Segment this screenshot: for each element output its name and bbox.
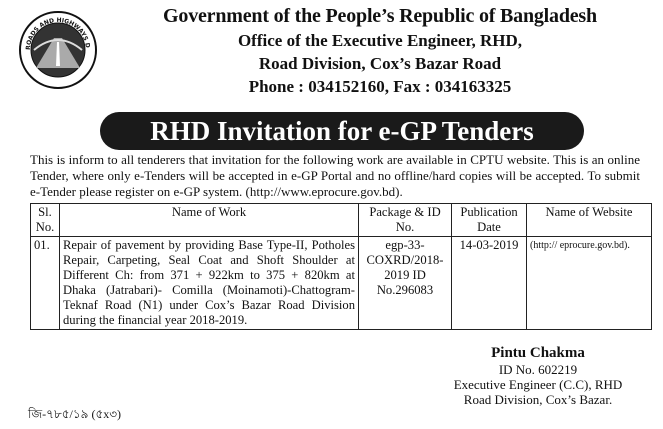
table-row	[31, 237, 652, 330]
table-header-row	[31, 204, 652, 237]
intro-text: This is inform to all tenderers that invitation for the following work are available in CPTU website. This is an online Tender, where only e-Tenders will be accepted in e-GP Portal and no offline/hard copies will be accepted. To submit e-Tender please register on e-GP system. (http://www.eprocure.gov.bd).	[30, 152, 640, 199]
col-package: Package & ID No.	[359, 204, 452, 237]
cell-package: egp-33-COXRD/2018-2019 ID No.296083	[359, 237, 452, 330]
col-website: Name of Website	[527, 204, 652, 237]
tender-banner: RHD Invitation for e-GP Tenders	[100, 112, 584, 150]
header	[110, 4, 650, 98]
col-sl: Sl. No.	[31, 204, 60, 237]
rhd-logo	[18, 10, 98, 90]
memo-number: জি-৭৮৫/১৯ (৫x৩)	[28, 407, 122, 421]
header-office: Office of the Executive Engineer, RHD,	[237, 31, 523, 50]
cell-website[interactable]: (http:// eprocure.gov.bd).	[527, 237, 652, 330]
cell-sl: 01.	[31, 237, 60, 330]
col-work: Name of Work	[60, 204, 359, 237]
signature-block	[440, 345, 636, 407]
signatory-name: Pintu Chakma	[491, 345, 585, 361]
logo-text: ROADS AND HIGHWAYS D	[24, 16, 91, 51]
tender-table	[30, 203, 652, 330]
header-division: Road Division, Cox’s Bazar Road	[258, 54, 502, 73]
cell-work: Repair of pavement by providing Base Type-II, Potholes Repair, Carpeting, Seal Coat and Shoft Shoulder at Different Ch: from 371 + 922km to 375 + 820km at Dhaka (Jatrabari)- Comilla (Moinamoti)-Chattogram-Teknaf Road (N1) under Cox’s Bazar Road Division during the financial year 2018-2019.	[60, 237, 359, 330]
signatory-office: Road Division, Cox’s Bazar.	[463, 392, 613, 407]
signatory-title: Executive Engineer (C.C), RHD	[453, 377, 623, 392]
signatory-id: ID No. 602219	[498, 362, 578, 377]
header-government: Government of the People’s Republic of Bangladesh	[163, 5, 597, 27]
cell-date: 14-03-2019	[452, 237, 527, 330]
header-contact: Phone : 034152160, Fax : 034163325	[248, 77, 512, 96]
col-date: Publication Date	[452, 204, 527, 237]
